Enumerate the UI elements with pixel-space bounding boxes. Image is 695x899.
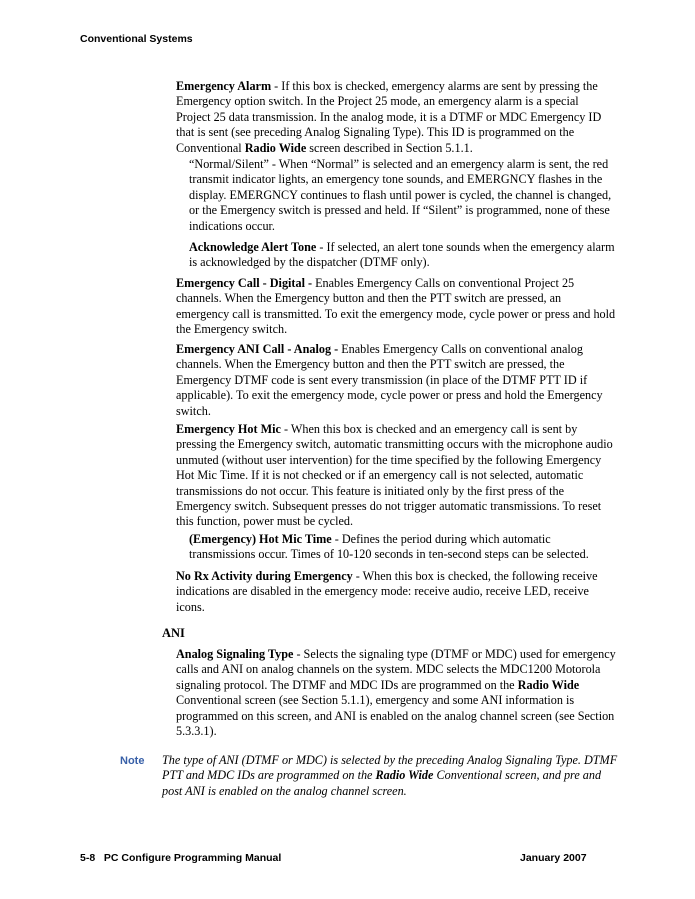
paragraph-hot-mic-time: (Emergency) Hot Mic Time - Defines the period during which automatic transmissions occur. Times of 10-120 seconds in ten-second steps can be selected. — [189, 532, 589, 562]
paragraph-no-rx-activity: No Rx Activity during Emergency - When this box is checked, the following receive indications are disabled in the emergency mode: receive audio, receive LED, receive icons. — [176, 569, 598, 614]
paragraph-emergency-alarm: Emergency Alarm - If this box is checked, emergency alarms are sent by pressing the Emergency option switch. In the Project 25 mode, an emergency alarm is a special Project 25 data transmission. In the analog mode, it is a DTMF or MDC Emergency ID that is sent (see preceding Analog Signaling Type). This ID is programmed on the Conventional Radio Wide screen described in Section 5.1.1. — [176, 79, 602, 155]
paragraph-normal-silent: “Normal/Silent” - When “Normal” is selected and an emergency alarm is sent, the red transmit indicator lights, an emergency tone sounds, and EMERGNCY flashes in the display. EMERGNCY continues to flash until power is cycled, the channel is changed, or the Emergency switch is pressed and held. If “Silent” is programmed, none of these indications occur. — [189, 157, 612, 233]
running-header: Conventional Systems — [80, 33, 193, 45]
paragraph-analog-signaling-type: Analog Signaling Type - Selects the signaling type (DTMF or MDC) used for emergency calls and ANI on analog channels on the system. MDC selects the MDC1200 Motorola signaling protocol. The DTMF and MDC IDs are programmed on the Radio Wide Conventional screen (see Section 5.1.1), emergency and some ANI information is programmed on this screen, and ANI is enabled on the analog channel screen (see Section 5.3.3.1). — [176, 647, 616, 739]
paragraph-emergency-call-digital: Emergency Call - Digital - Enables Emergency Calls on conventional Project 25 channels. When the Emergency button and then the PTT switch are pressed, an emergency call is transmitted. To exit the emergency mode, cycle power or press and hold the Emergency switch. — [176, 276, 616, 337]
term-acknowledge-alert: Acknowledge Alert Tone — [189, 240, 317, 254]
section-heading-ani: ANI — [162, 626, 185, 640]
term-emergency-call-digital: Emergency Call - Digital - — [176, 276, 313, 290]
paragraph-emergency-hot-mic: Emergency Hot Mic - When this box is checked and an emergency call is sent by pressing the Emergency switch, automatic transmitting occurs with the microphone audio unmuted (without user intervention) for the time specified by the following Emergency Hot Mic Time. If it is not checked or if an emergency call is not selected, automatic transmissions do not occur. This feature is initiated only by the first press of the Emergency switch. Subsequent presses do not trigger automatic transmissions. To reset this function, power must be cycled. — [176, 422, 613, 529]
term-emergency-hot-mic: Emergency Hot Mic — [176, 422, 281, 436]
term-hot-mic-time: (Emergency) Hot Mic Time — [189, 532, 332, 546]
footer-page-title: 5-8 PC Configure Programming Manual — [80, 852, 282, 864]
term-analog-signaling-type: Analog Signaling Type — [176, 647, 294, 661]
note-label: Note — [120, 755, 145, 767]
footer-date: January 2007 — [520, 852, 587, 864]
term-no-rx-activity: No Rx Activity during Emergency — [176, 569, 353, 583]
term-emergency-alarm: Emergency Alarm — [176, 79, 272, 93]
term-emergency-ani-analog: Emergency ANI Call - Analog - — [176, 342, 339, 356]
paragraph-emergency-ani-analog: Emergency ANI Call - Analog - Enables Emergency Calls on conventional analog channels. When the Emergency button and then the PTT switch are pressed, the Emergency DTMF code is sent every transmission (in place of the DTMF PTT ID if applicable). To exit the emergency mode, cycle power or press and hold the Emergency switch. — [176, 342, 603, 418]
note-text: The type of ANI (DTMF or MDC) is selected by the preceding Analog Signaling Type. DTMF PTT and MDC IDs are programmed on the Radio Wide Conventional screen, and pre and post ANI is enabled on the analog channel screen. — [162, 753, 618, 798]
paragraph-acknowledge-alert: Acknowledge Alert Tone - If selected, an alert tone sounds when the emergency alarm is acknowledged by the dispatcher (DTMF only). — [189, 240, 615, 270]
